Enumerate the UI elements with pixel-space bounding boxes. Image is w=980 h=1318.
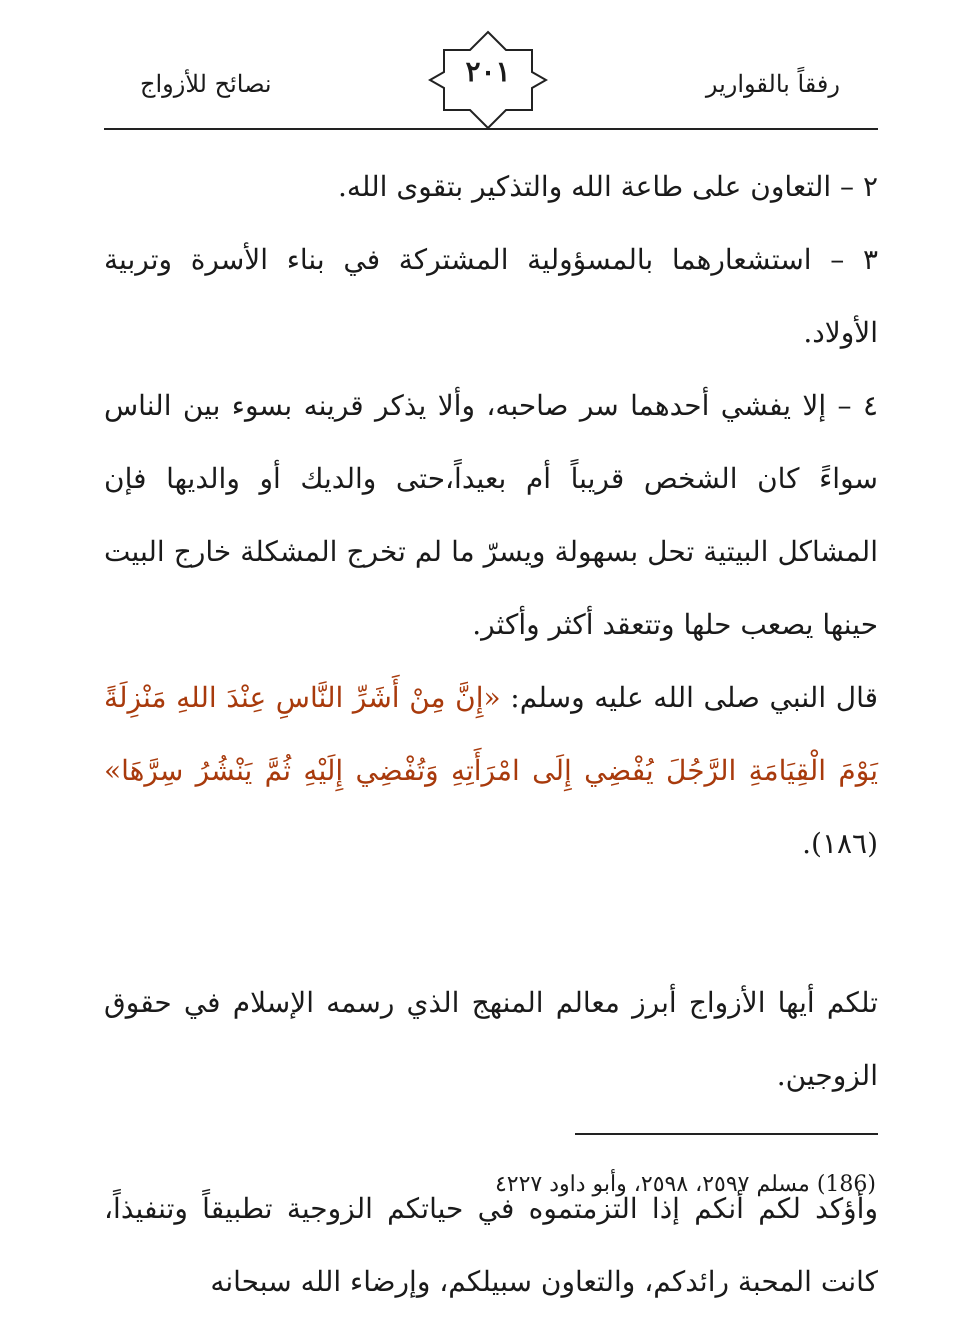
page-number: ٢٠١: [465, 55, 511, 88]
summary-paragraph: تلكم أيها الأزواج أبرز معالم المنهج الذي رسمه الإسلام في حقوق الزوجين.: [104, 986, 878, 1092]
list-item-3: ٣ – استشعارهما بالمسؤولية المشتركة في بناء الأسرة وتربية الأولاد.: [104, 243, 878, 349]
list-item-4: ٤ – إلا يفشي أحدهما سر صاحبه، وألا يذكر قرينه بسوء بين الناس سواءً كان الشخص قريباً أم بعيداً،حتى والديك أو والديها فإن المشاكل البيتية تحل بسهولة ويسرّ ما لم تخرج المشكلة خارج البيت حينها يصعب حلها وتتعقد أكثر وأكثر.: [104, 389, 878, 641]
closing-paragraph: وأؤكد لكم أنكم إذا التزمتموه في حياتكم الزوجية تطبيقاً وتنفيذاً، كانت المحبة رائدكم، والتعاون سبيلكم، وإرضاء الله سبحانه: [104, 1192, 878, 1298]
page-body: [104, 150, 878, 1318]
footnote-rule: [575, 1133, 878, 1135]
hadith-quote: «إِنَّ مِنْ أَشَرِّ النَّاسِ عِنْدَ اللهِ مَنْزِلَةً يَوْمَ الْقِيَامَةِ الرَّجُلَ يُفْضِي إِلَى امْرَأَتِهِ وَتُفْضِي إِلَيْهِ ثُمَّ يَنْشُرُ سِرَّهَا»: [104, 681, 878, 787]
paragraph-gap: [104, 880, 878, 966]
footnote-text: (186) مسلم ٢٥٩٧، ٢٥٩٨، وأبو داود ٤٢٢٧: [494, 1172, 876, 1197]
list-item-2: ٢ – التعاون على طاعة الله والتذكير بتقوى الله.: [337, 170, 878, 203]
hadith-paragraph: [104, 661, 878, 880]
chapter-title: نصائح للأزواج: [140, 70, 272, 98]
header-rule: [104, 128, 878, 130]
paragraph-gap: [104, 1112, 878, 1172]
footnote-reference: (١٨٦).: [802, 827, 878, 860]
page-header: [0, 0, 980, 140]
hadith-intro: قال النبي صلى الله عليه وسلم:: [500, 681, 878, 714]
book-title: رفقاً بالقوارير: [705, 70, 840, 98]
